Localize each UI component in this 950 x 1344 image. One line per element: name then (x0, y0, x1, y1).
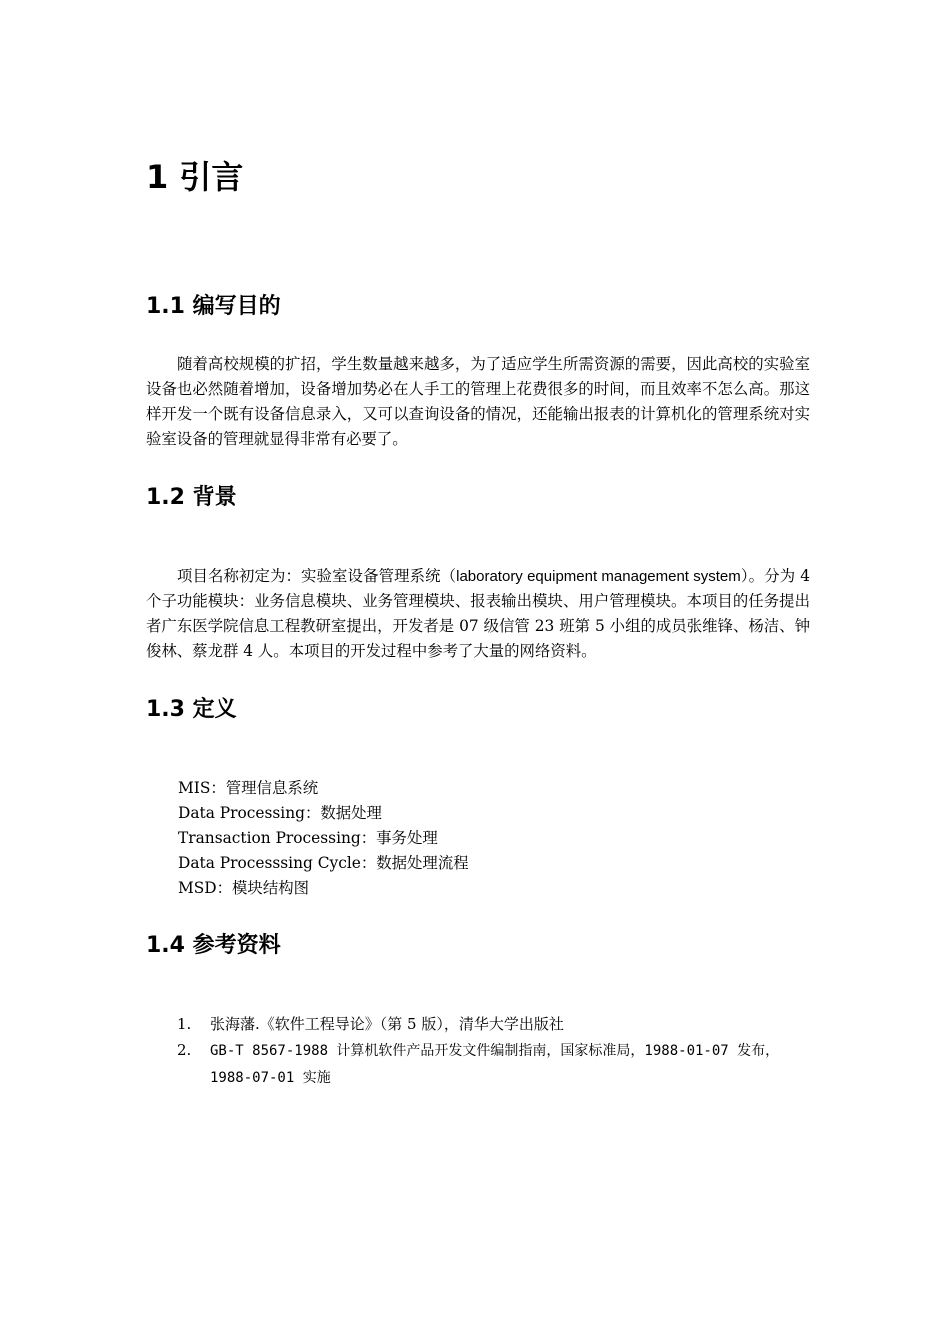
reference-text: 张海藩.《软件工程导论》（第 5 版），清华大学出版社 (210, 1015, 564, 1033)
definitions-list (178, 776, 469, 901)
definition-item: Data Processing：数据处理 (178, 804, 382, 822)
section-heading-purpose: 1.1 编写目的 (146, 294, 281, 319)
section-heading-references: 1.4 参考资料 (146, 933, 281, 958)
purpose-paragraph: 随着高校规模的扩招，学生数量越来越多，为了适应学生所需资源的需要，因此高校的实验室设备也必然随着增加，设备增加势必在人手工的管理上花费很多的时间，而且效率不怎么高。那这样开发一个既有设备信息录入，又可以查询设备的情况，还能输出报表的计算机化的管理系统对实验室设备的管理就显得非常有必要了。 (146, 355, 810, 448)
reference-number: 1. (177, 1015, 192, 1033)
section-heading-definitions: 1.3 定义 (146, 697, 237, 722)
background-text-start: 项目名称初定为：实验室设备管理系统（ (177, 567, 457, 585)
background-project-name-en: laboratory equipment management system (456, 568, 741, 585)
reference-item (146, 1011, 810, 1037)
reference-text: GB-T 8567-1988 计算机软件产品开发文件编制指南，国家标准局，1988-01-07 发布，1988-07-01 实施 (210, 1043, 780, 1086)
background-paragraph (146, 564, 810, 664)
reference-item (146, 1037, 810, 1091)
definition-item: Transaction Processing：事务处理 (178, 829, 438, 847)
references-list (146, 1011, 810, 1091)
definition-item: Data Processsing Cycle：数据处理流程 (178, 854, 469, 872)
reference-number: 2. (177, 1041, 192, 1059)
background-text-rest: ）。分为 4 个子功能模块：业务信息模块、业务管理模块、报表输出模块、用户管理模块。本项目的任务提出者广东医学院信息工程教研室提出，开发者是 07 级信管 23 班第 5 小组的成员张维锋、杨洁、钟俊林、蔡龙群 4 人。本项目的开发过程中参考了大量的网络资料。 (146, 567, 811, 660)
section-heading-background: 1.2 背景 (146, 485, 237, 510)
chapter-title: 1 引言 (146, 158, 244, 196)
definition-item: MIS：管理信息系统 (178, 779, 319, 797)
definition-item: MSD：模块结构图 (178, 879, 309, 897)
